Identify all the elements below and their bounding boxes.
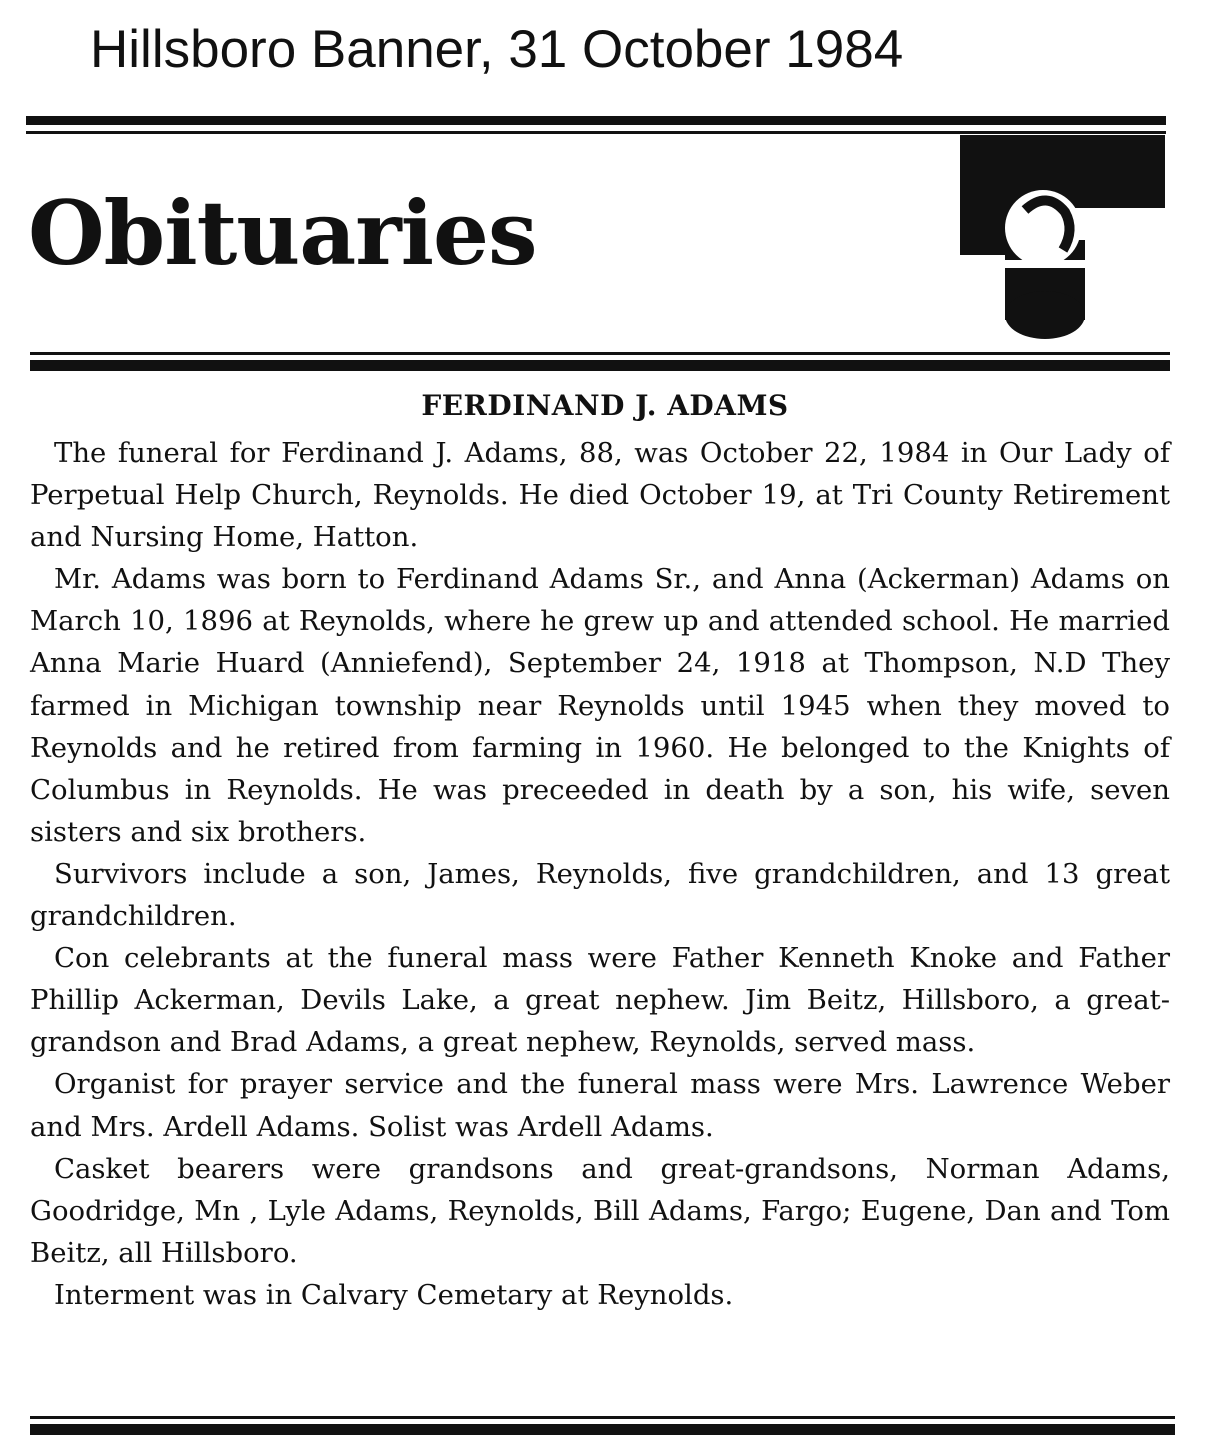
header-rule-thick — [26, 116, 1166, 125]
obituary-paragraph: Con celebrants at the funeral mass were Father Kenneth Knoke and Father Phillip Ackerman, Devils Lake, a great nephew. Jim Beitz, Hillsboro, a great-grandson and Brad Adams, a great nephew, Reynolds, served mass. — [30, 942, 1170, 1059]
newspaper-t-logo-icon — [955, 130, 1170, 345]
obituary-name: FERDINAND J. ADAMS — [421, 389, 789, 422]
obituary-paragraph: Survivors include a son, James, Reynolds, five grandchildren, and 13 great grandchildren. — [30, 857, 1170, 933]
footer-rule-thick — [30, 1424, 1175, 1435]
section-rule-thick — [30, 360, 1170, 371]
obituary-paragraph: Casket bearers were grandsons and great-grandsons, Norman Adams, Goodridge, Mn , Lyle Adams, Reynolds, Bill Adams, Fargo; Eugene, Dan and Tom Beitz, all Hillsboro. — [30, 1152, 1170, 1269]
footer-rule-thin — [30, 1416, 1175, 1419]
obituary-body — [30, 432, 1170, 1316]
section-rule-thin — [30, 352, 1170, 355]
obituary-paragraph: Organist for prayer service and the funeral mass were Mrs. Lawrence Weber and Mrs. Ardell Adams. Solist was Ardell Adams. — [30, 1068, 1170, 1143]
section-title: Obituaries — [28, 181, 537, 285]
obituary-paragraph: Interment was in Calvary Cemetary at Reynolds. — [54, 1278, 734, 1311]
source-caption: Hillsboro Banner, 31 October 1984 — [90, 20, 904, 79]
obituary-paragraph: The funeral for Ferdinand J. Adams, 88, was October 22, 1984 in Our Lady of Perpetual Help Church, Reynolds. He died October 19, at Tri County Retirement and Nursing Home, Hatton. — [30, 437, 1170, 554]
obituary-paragraph: Mr. Adams was born to Ferdinand Adams Sr., and Anna (Ackerman) Adams on March 10, 1896 at Reynolds, where he grew up and attended school. He married Anna Marie Huard (Anniefend), September 24, 1918 at Thompson, N.D They farmed in Michigan township near Reynolds until 1945 when they moved to Reynolds and he retired from farming in 1960. He belonged to the Knights of Columbus in Reynolds. He was preceeded in death by a son, his wife, seven sisters and six brothers. — [30, 563, 1170, 848]
